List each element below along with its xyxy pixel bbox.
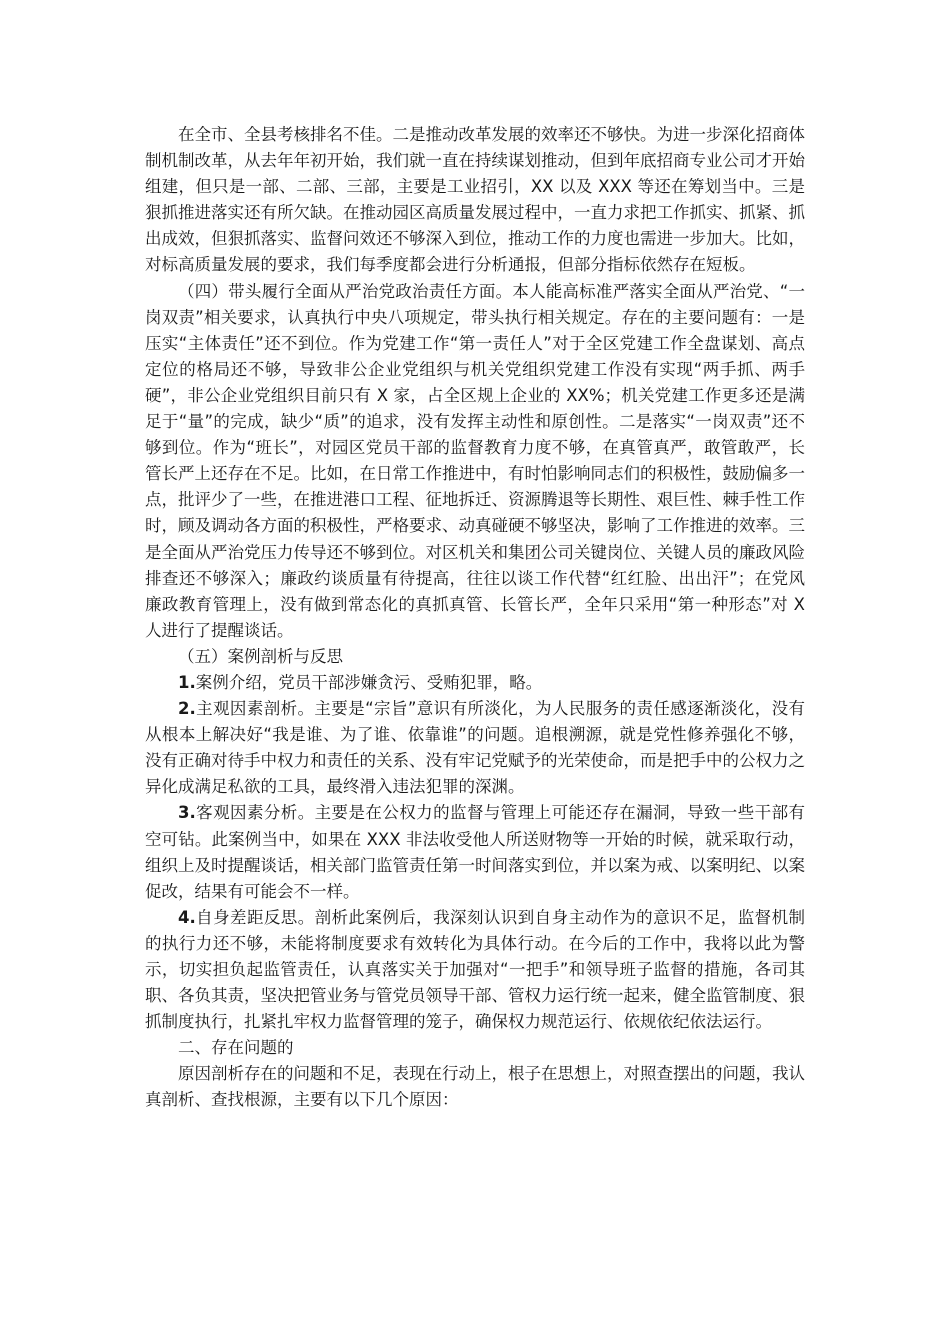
- item-text: 主观因素剖析。主要是“宗旨”意识有所淡化，为人民服务的责任感逐渐淡化，没有从根本上解决好“我是谁、为了谁、依靠谁”的问题。追根溯源，就是党性修养强化不够，没有正确对待手中权力和责任的关系、没有牢记党赋予的光荣使命，而是把手中的公权力之异化成满足私欲的工具，最终滑入违法犯罪的深渊。: [145, 699, 805, 797]
- item-text: 案例介绍，党员干部涉嫌贪污、受贿犯罪，略。: [195, 672, 543, 692]
- heading-section-5: （五）案例剖析与反思: [178, 646, 343, 666]
- paragraph-1: 在全市、全县考核排名不佳。二是推动改革发展的效率还不够快。为进一步深化招商体制机制改革，从去年年初开始，我们就一直在持续谋划推动，但到年底招商专业公司才开始组建，但只是一部、二部、三部，主要是工业招引，XX 以及 XXX 等还在筹划当中。三是狠抓推进落实还有所欠缺。在推动园区高质量发展过程中，一直力求把工作抓实、抓紧、抓出成效，但狠抓落实、监督问效还不够深入到位，推动工作的力度也需进一步加大。比如，对标高质量发展的要求，我们每季度都会进行分析通报，但部分指标依然存在短板。: [145, 125, 805, 275]
- numbered-item-2: [145, 696, 805, 800]
- numbered-item-1: [145, 670, 805, 696]
- numbered-item-4: [145, 905, 805, 1035]
- item-number: 2.: [178, 699, 196, 719]
- item-number: 4.: [178, 907, 196, 927]
- item-number: 1.: [178, 672, 196, 692]
- paragraph-cause-analysis: 原因剖析存在的问题和不足，表现在行动上，根子在思想上，对照查摆出的问题，我认真剖析、查找根源，主要有以下几个原因：: [145, 1064, 805, 1110]
- item-text: 自身差距反思。剖析此案例后，我深刻认识到自身主动作为的意识不足，监督机制的执行力还不够，未能将制度要求有效转化为具体行动。在今后的工作中，我将以此为警示，切实担负起监管责任，认真落实关于加强对“一把手”和领导班子监督的措施，各司其职、各负其责，坚决把管业务与管党员领导干部、管权力运行统一起来，健全监管制度、狠抓制度执行，扎紧扎牢权力监督管理的笼子，确保权力规范运行、依规依纪依法运行。: [145, 907, 805, 1032]
- paragraph-section-4: （四）带头履行全面从严治党政治责任方面。本人能高标准严落实全面从严治党、“一岗双责”相关要求，认真执行中央八项规定，带头执行相关规定。存在的主要问题有：一是压实“主体责任”还不到位。作为党建工作“第一责任人”对于全区党建工作全盘谋划、高点定位的格局还不够，导致非公企业党组织与机关党组织党建工作没有实现“两手抓、两手硬”，非公企业党组织目前只有 X 家，占全区规上企业的 XX%；机关党建工作更多还是满足于“量”的完成，缺少“质”的追求，没有发挥主动性和原创性。二是落实“一岗双责”还不够到位。作为“班长”，对园区党员干部的监督教育力度不够，在真管真严，敢管敢严，长管长严上还存在不足。比如，在日常工作推进中，有时怕影响同志们的积极性，鼓励偏多一点，批评少了一些，在推进港口工程、征地拆迁、资源腾退等长期性、艰巨性、棘手性工作时，顾及调动各方面的积极性，严格要求、动真碰硬不够坚决，影响了工作推进的效率。三是全面从严治党压力传导还不够到位。对区机关和集团公司关键岗位、关键人员的廉政风险排查还不够深入；廉政约谈质量有待提高，往往以谈工作代替“红红脸、出出汗”；在党风廉政教育管理上，没有做到常态化的真抓真管、长管长严，全年只采用“第一种形态”对 X 人进行了提醒谈话。: [145, 281, 805, 640]
- item-number: 3.: [178, 803, 196, 823]
- document-body: [145, 122, 805, 1114]
- item-text: 客观因素分析。主要是在公权力的监督与管理上可能还存在漏洞，导致一些干部有空可钻。此案例当中，如果在 XXX 非法收受他人所送财物等一开始的时候，就采取行动，组织上及时提醒谈话，相关部门监管责任第一时间落实到位，并以案为戒、以案明纪、以案促改，结果有可能会不一样。: [145, 803, 805, 901]
- heading-part-2: 二、存在问题的: [178, 1038, 294, 1058]
- numbered-item-3: [145, 800, 805, 904]
